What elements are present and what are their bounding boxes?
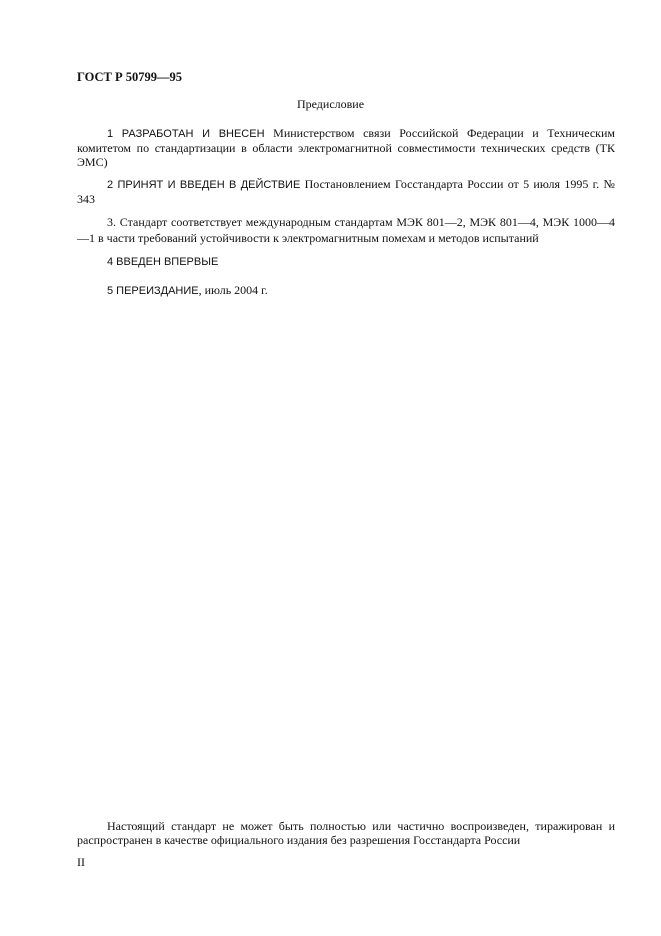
section-title: Предисловие [296, 97, 365, 111]
paragraph-lead: 2 ПРИНЯТ И ВВЕДЕН В ДЕЙСТВИЕ [107, 179, 301, 191]
paragraph-lead: 1 РАЗРАБОТАН И ВНЕСЕН [107, 128, 265, 140]
doc-number: ГОСТ Р 50799—95 [77, 70, 183, 84]
paragraph-lead: 5 ПЕРЕИЗДАНИЕ [107, 285, 199, 297]
paragraph-text: Министерством связи Российской Федерации и Техническим комитетом по стандартизации в области электромагнитной совместимости технических средств (ТК ЭМС) [77, 126, 615, 169]
paragraph-text: Постановлением Госстандарта России от 5 июля 1995 г. № 343 [77, 177, 615, 206]
paragraph-3 [77, 214, 615, 246]
copyright-notice: Настоящий стандарт не может быть полностью или частично воспроизведен, тиражирован и распространен в качестве официального издания без разрешения Госстандарта России [77, 819, 615, 847]
paragraph-5 [107, 283, 268, 298]
paragraph-text: , июль 2004 г. [198, 283, 268, 297]
page-number: II [77, 855, 85, 869]
paragraph-2 [77, 177, 615, 206]
paragraph-4: 4 ВВЕДЕН ВПЕРВЫЕ [107, 256, 219, 268]
paragraph-1 [77, 126, 615, 169]
paragraph-text: 3. Стандарт соответствует международным стандартам МЭК 801—2, МЭК 801—4, МЭК 1000—4—1 в части требований устойчивости к электромагнитным помехам и методов испытаний [77, 215, 615, 245]
